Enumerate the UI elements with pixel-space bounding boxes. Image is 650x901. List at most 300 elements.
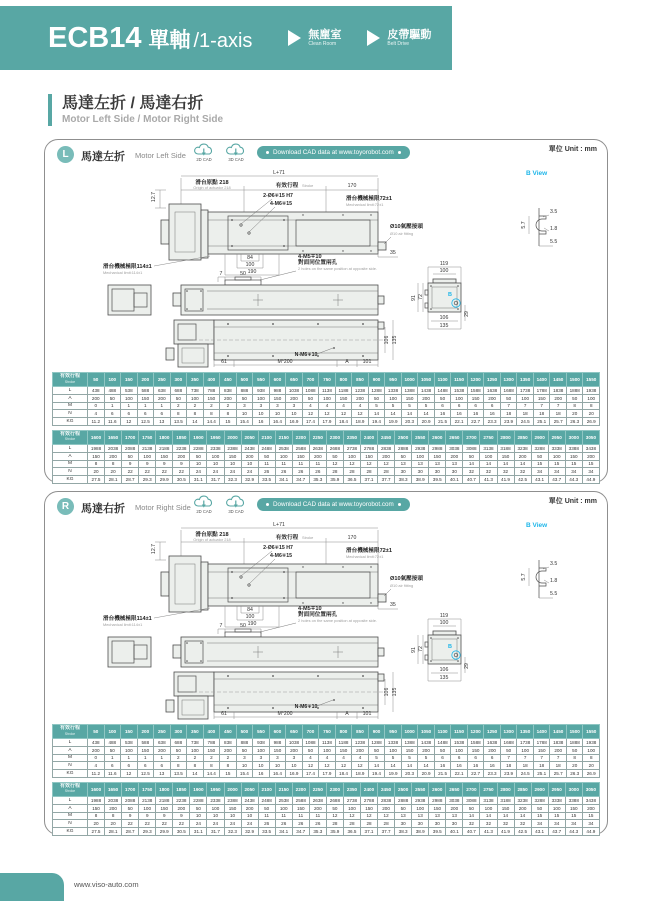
download-cad-banner[interactable] [257, 146, 410, 159]
svg-text:有效行程: 有效行程 [275, 183, 299, 189]
table-cell: 200 [484, 746, 501, 754]
table-cell: 150 [429, 804, 446, 812]
stroke-col-header: 700 [302, 373, 319, 387]
table-cell: 16 [253, 418, 270, 426]
stroke-table-2 [52, 782, 600, 836]
table-cell: 12 [302, 762, 319, 770]
table-cell: 200 [514, 804, 531, 812]
table-cell: 2338 [207, 796, 224, 804]
table-cell: 39.5 [429, 476, 446, 484]
table-cell: 150 [203, 394, 220, 402]
table-cell: 24 [207, 468, 224, 476]
table-cell: 28.7 [122, 828, 139, 836]
table-cell: 22.1 [451, 418, 468, 426]
table-cell: 30 [395, 468, 412, 476]
table-cell: 50 [302, 746, 319, 754]
table-cell: 41.9 [497, 828, 514, 836]
table-cell: 31.1 [190, 828, 207, 836]
svg-text:84: 84 [247, 607, 253, 613]
table-cell: 200 [582, 452, 599, 460]
svg-text:Ø10氣壓接頭: Ø10氣壓接頭 [390, 576, 423, 582]
table-cell: 1788 [533, 739, 550, 747]
table-cell: 2 [170, 402, 187, 410]
stroke-col-header: 2900 [531, 782, 548, 796]
table-cell: 24 [207, 820, 224, 828]
table-cell: 13 [429, 460, 446, 468]
table-cell: 10 [224, 812, 241, 820]
svg-text:Origin of actuator 218: Origin of actuator 218 [193, 185, 231, 190]
table-cell: 1038 [286, 387, 303, 395]
table-cell: 20 [583, 762, 600, 770]
table-cell: 6 [137, 762, 154, 770]
svg-text:100: 100 [245, 614, 255, 620]
table-cell: 100 [480, 452, 497, 460]
axis-label-en: /1-axis [193, 29, 253, 52]
cloud-download-icon [192, 143, 216, 157]
svg-text:Mechanical limit:114±1: Mechanical limit:114±1 [103, 270, 143, 275]
stroke-col-header: 1150 [451, 725, 468, 739]
table-cell: 28 [378, 468, 395, 476]
table-cell: 18 [550, 410, 567, 418]
row-label: M [53, 754, 88, 762]
table-cell: 2588 [292, 796, 309, 804]
svg-text:Stroke: Stroke [302, 183, 314, 188]
stroke-col-header: 2050 [241, 430, 258, 444]
table-cell: 50 [104, 394, 121, 402]
play-triangle-icon [367, 30, 380, 46]
table-cell: 2338 [207, 444, 224, 452]
stroke-col-header: 900 [368, 373, 385, 387]
stroke-col-header: 450 [220, 725, 237, 739]
stroke-col-header: 2400 [361, 782, 378, 796]
stroke-col-header: 250 [154, 725, 171, 739]
row-label: L [53, 444, 88, 452]
table-cell: 30 [412, 468, 429, 476]
table-cell: 35.3 [309, 476, 326, 484]
table-cell: 150 [335, 394, 352, 402]
stroke-col-header: 2450 [378, 782, 395, 796]
table-cell: 100 [319, 394, 336, 402]
table-cell: 150 [269, 746, 286, 754]
stroke-col-header: 2650 [446, 782, 463, 796]
table-cell: 14 [187, 418, 204, 426]
table-cell: 3438 [582, 444, 599, 452]
cad-2d-button[interactable] [191, 495, 217, 514]
table-cell: 13 [412, 812, 429, 820]
cad-3d-label: 3D CAD [228, 157, 244, 162]
table-cell: 8 [583, 402, 600, 410]
table-cell: 2388 [224, 796, 241, 804]
table-cell: 1088 [302, 387, 319, 395]
table-cell: 4 [335, 754, 352, 762]
stroke-col-header: 200 [137, 725, 154, 739]
svg-text:119: 119 [439, 613, 449, 619]
table-cell: 838 [220, 739, 237, 747]
table-cell: 6 [121, 410, 138, 418]
table-cell: 150 [137, 394, 154, 402]
table-cell: 34.7 [292, 476, 309, 484]
footer-url[interactable]: www.viso-auto.com [74, 880, 139, 889]
table-cell: 25.1 [533, 418, 550, 426]
table-cell: 14 [480, 460, 497, 468]
svg-text:Mechanical limit:72±1: Mechanical limit:72±1 [346, 202, 384, 207]
table-cell: 50 [500, 746, 517, 754]
table-cell: 2 [187, 402, 204, 410]
table-cell: 100 [385, 394, 402, 402]
play-triangle-icon [288, 30, 301, 46]
stroke-col-header: 500 [236, 373, 253, 387]
table-cell: 200 [446, 804, 463, 812]
stroke-col-header: 2250 [309, 430, 326, 444]
table-cell: 26 [292, 468, 309, 476]
stroke-col-header: 2550 [412, 782, 429, 796]
table-cell: 11 [309, 812, 326, 820]
table-cell: 38.3 [395, 476, 412, 484]
table-cell: 26.9 [583, 418, 600, 426]
footer-page-block [0, 873, 64, 901]
svg-text:135: 135 [392, 335, 398, 345]
table-cell: 100 [253, 746, 270, 754]
svg-text:7: 7 [219, 623, 223, 629]
svg-text:106: 106 [384, 335, 390, 345]
table-cell: 3038 [446, 444, 463, 452]
table-cell: 43.1 [531, 828, 548, 836]
table-cell: 34 [548, 468, 565, 476]
stroke-col-header: 850 [352, 725, 369, 739]
table-cell: 16.4 [269, 418, 286, 426]
table-cell: 200 [446, 452, 463, 460]
table-cell: 22 [139, 820, 156, 828]
table-cell: 2938 [412, 444, 429, 452]
download-cad-label: Download CAD data at www.toyorobot.com [273, 149, 394, 156]
table-cell: 2288 [190, 444, 207, 452]
table-cell: 788 [203, 739, 220, 747]
table-cell: 0 [88, 402, 105, 410]
table-cell: 2588 [292, 444, 309, 452]
svg-text:3.5: 3.5 [550, 561, 558, 567]
table-cell: 2438 [241, 444, 258, 452]
table-cell: 14 [401, 410, 418, 418]
table-cell: 8 [170, 762, 187, 770]
table-cell: 19.4 [368, 770, 385, 778]
table-cell: 28.1 [105, 828, 122, 836]
table-cell: 31.7 [207, 828, 224, 836]
table-cell: 26 [309, 468, 326, 476]
table-cell: 14 [385, 410, 402, 418]
stroke-col-header: 350 [187, 725, 204, 739]
table-cell: 3 [253, 402, 270, 410]
table-cell: 37.7 [378, 476, 395, 484]
table-cell: 24 [224, 820, 241, 828]
stroke-col-header: 3000 [565, 782, 582, 796]
svg-text:7: 7 [219, 271, 223, 277]
table-cell: 1 [104, 402, 121, 410]
table-cell: 50 [463, 452, 480, 460]
stroke-col-header: 2850 [514, 782, 531, 796]
table-cell: 22.7 [467, 418, 484, 426]
table-cell: 488 [104, 739, 121, 747]
table-cell: 10 [253, 762, 270, 770]
row-label: KG [53, 770, 88, 778]
table-cell: 35.9 [326, 828, 343, 836]
table-cell: 8 [203, 762, 220, 770]
svg-text:3.5: 3.5 [550, 209, 558, 215]
table-cell: 34.1 [275, 828, 292, 836]
table-cell: 39.5 [429, 828, 446, 836]
svg-text:135: 135 [439, 323, 449, 329]
svg-text:Ø10 air fitting: Ø10 air fitting [390, 583, 414, 588]
svg-text:61: 61 [221, 711, 227, 717]
table-cell: 10 [236, 762, 253, 770]
table-cell: 40.1 [446, 476, 463, 484]
svg-text:100: 100 [439, 268, 449, 274]
table-cell: 50 [531, 452, 548, 460]
table-cell: 150 [156, 452, 173, 460]
table-cell: 20.3 [401, 770, 418, 778]
table-cell: 12 [361, 812, 378, 820]
table-cell: 10 [253, 410, 270, 418]
svg-text:72: 72 [418, 294, 424, 300]
table-cell: 200 [378, 804, 395, 812]
row-label: M [53, 460, 88, 468]
table-cell: 16.4 [269, 770, 286, 778]
table-cell: 738 [187, 387, 204, 395]
table-cell: 30.5 [173, 828, 190, 836]
drawing-area [53, 516, 607, 724]
table-cell: 24.5 [517, 770, 534, 778]
table-cell: 200 [105, 452, 122, 460]
table-cell: 688 [170, 387, 187, 395]
table-cell: 838 [220, 387, 237, 395]
table-cell: 100 [121, 746, 138, 754]
row-label: A [53, 746, 88, 754]
table-cell: 1488 [434, 739, 451, 747]
svg-text:50: 50 [240, 271, 246, 277]
table-cell: 3 [236, 754, 253, 762]
table-cell: 3238 [514, 444, 531, 452]
table-cell: 34 [531, 820, 548, 828]
table-cell: 2788 [361, 444, 378, 452]
table-cell: 26.3 [566, 770, 583, 778]
svg-text:M*200: M*200 [277, 359, 293, 365]
table-cell: 28 [378, 820, 395, 828]
table-cell: 20 [566, 762, 583, 770]
table-cell: 6 [154, 410, 171, 418]
table-cell: 18 [533, 410, 550, 418]
stroke-col-header: 300 [170, 725, 187, 739]
table-cell: 12 [361, 460, 378, 468]
table-cell: 36.5 [343, 828, 360, 836]
table-cell: 200 [352, 394, 369, 402]
table-cell: 34 [565, 820, 582, 828]
table-cell: 8 [187, 410, 204, 418]
svg-text:4-M5∓10: 4-M5∓10 [298, 606, 322, 612]
table-cell: 100 [451, 394, 468, 402]
table-cell: 0 [88, 754, 105, 762]
table-cell: 16 [467, 410, 484, 418]
product-title [48, 22, 252, 55]
table-cell: 2838 [378, 796, 395, 804]
table-cell: 15 [531, 460, 548, 468]
table-cell: 7 [550, 754, 567, 762]
cad-3d-button[interactable] [223, 143, 249, 162]
stroke-col-header: 2350 [343, 430, 360, 444]
table-cell: 100 [451, 746, 468, 754]
table-cell: 28.1 [105, 476, 122, 484]
table-cell: 11.2 [88, 418, 105, 426]
svg-text:101: 101 [362, 711, 372, 717]
table-cell: 6 [121, 762, 138, 770]
table-cell: 35.9 [326, 476, 343, 484]
table-cell: 200 [241, 804, 258, 812]
table-cell: 6 [451, 402, 468, 410]
table-cell: 12 [343, 812, 360, 820]
table-cell: 100 [139, 804, 156, 812]
table-cell: 26 [258, 468, 275, 476]
stroke-col-header: 800 [335, 725, 352, 739]
row-label: N [53, 762, 88, 770]
cad-3d-button[interactable] [223, 495, 249, 514]
table-cell: 44.9 [582, 476, 599, 484]
svg-text:B View: B View [526, 170, 548, 177]
table-cell: 40.1 [446, 828, 463, 836]
table-cell: 1738 [517, 387, 534, 395]
table-cell: 1 [104, 754, 121, 762]
stroke-col-header: 400 [203, 373, 220, 387]
table-cell: 200 [173, 804, 190, 812]
table-cell: 50 [531, 804, 548, 812]
table-cell: 17.9 [319, 770, 336, 778]
table-cell: 1138 [319, 739, 336, 747]
table-cell: 2238 [173, 796, 190, 804]
table-cell: 1 [154, 402, 171, 410]
table-cell: 6 [484, 402, 501, 410]
table-cell: 3338 [548, 796, 565, 804]
table-cell: 100 [319, 746, 336, 754]
table-cell: 12 [121, 418, 138, 426]
table-cell: 8 [187, 762, 204, 770]
table-cell: 50 [395, 452, 412, 460]
table-cell: 2 [220, 402, 237, 410]
download-cad-banner[interactable] [257, 498, 410, 511]
table-cell: 938 [253, 739, 270, 747]
svg-text:101: 101 [362, 359, 372, 365]
table-cell: 14 [463, 812, 480, 820]
table-cell: 8 [566, 402, 583, 410]
table-cell: 1488 [434, 387, 451, 395]
table-cell: 14 [368, 410, 385, 418]
table-cell: 9 [139, 460, 156, 468]
table-cell: 6 [434, 754, 451, 762]
table-cell: 12 [378, 460, 395, 468]
section-title-en: Motor Left Side / Motor Right Side [62, 114, 224, 125]
stroke-col-header: 450 [220, 373, 237, 387]
table-cell: 18 [533, 762, 550, 770]
table-cell: 50 [122, 452, 139, 460]
table-cell: 2 [203, 402, 220, 410]
table-cell: 10 [269, 762, 286, 770]
stroke-col-header: 1300 [500, 725, 517, 739]
table-cell: 2938 [412, 796, 429, 804]
table-cell: 23.3 [484, 770, 501, 778]
table-cell: 150 [224, 452, 241, 460]
svg-text:106: 106 [439, 667, 449, 673]
table-cell: 2088 [122, 796, 139, 804]
svg-text:12.7: 12.7 [151, 543, 157, 555]
table-cell: 3338 [548, 444, 565, 452]
table-cell: 5 [418, 754, 435, 762]
stroke-col-header: 2100 [258, 782, 275, 796]
cad-2d-label: 2D CAD [196, 157, 212, 162]
table-cell: 11.6 [104, 418, 121, 426]
svg-text:91: 91 [411, 647, 417, 653]
stroke-col-header: 400 [203, 725, 220, 739]
stroke-col-header: 2950 [548, 782, 565, 796]
table-cell: 22 [122, 468, 139, 476]
svg-text:190: 190 [247, 269, 257, 275]
table-cell: 1288 [368, 387, 385, 395]
table-cell: 32 [514, 820, 531, 828]
stroke-col-header: 1950 [207, 782, 224, 796]
table-cell: 40.7 [463, 476, 480, 484]
table-cell: 1 [154, 754, 171, 762]
stroke-col-header: 1400 [533, 373, 550, 387]
table-cell: 16 [434, 410, 451, 418]
table-cell: 588 [137, 387, 154, 395]
svg-text:對面同位置兩孔: 對面同位置兩孔 [298, 612, 338, 618]
table-cell: 200 [154, 394, 171, 402]
table-cell: 17.4 [302, 770, 319, 778]
svg-text:5.7: 5.7 [521, 573, 527, 581]
table-cell: 30 [395, 820, 412, 828]
svg-text:4-M6∓15: 4-M6∓15 [270, 553, 292, 559]
svg-text:Stroke: Stroke [302, 535, 314, 540]
table-cell: 34 [582, 468, 599, 476]
stroke-col-header: 100 [104, 373, 121, 387]
table-cell: 2238 [173, 444, 190, 452]
stroke-col-header: 300 [170, 373, 187, 387]
table-cell: 28 [343, 820, 360, 828]
table-cell: 50 [236, 746, 253, 754]
end-view [411, 261, 470, 329]
table-cell: 50 [566, 394, 583, 402]
table-cell: 18.9 [352, 418, 369, 426]
table-cell: 3 [269, 402, 286, 410]
stroke-col-header: 1100 [434, 725, 451, 739]
panel-title-en: Motor Right Side [135, 503, 191, 512]
stroke-col-header: 1000 [401, 725, 418, 739]
table-cell: 12.5 [137, 418, 154, 426]
table-cell: 30 [446, 820, 463, 828]
svg-text:B: B [448, 644, 452, 650]
cad-2d-button[interactable] [191, 143, 217, 162]
table-cell: 22 [173, 468, 190, 476]
svg-text:4-M5∓10: 4-M5∓10 [298, 254, 322, 260]
table-cell: 5 [368, 402, 385, 410]
table-cell: 28 [361, 820, 378, 828]
table-cell: 50 [170, 746, 187, 754]
table-cell: 150 [533, 746, 550, 754]
row-label: L [53, 739, 88, 747]
table-cell: 20 [88, 820, 105, 828]
table-cell: 14.4 [203, 418, 220, 426]
table-cell: 200 [309, 452, 326, 460]
table-cell: 24 [190, 468, 207, 476]
table-cell: 20.9 [418, 418, 435, 426]
table-cell: 4 [319, 754, 336, 762]
svg-text:Origin of actuator 218: Origin of actuator 218 [193, 537, 231, 542]
stroke-col-header: 650 [286, 373, 303, 387]
